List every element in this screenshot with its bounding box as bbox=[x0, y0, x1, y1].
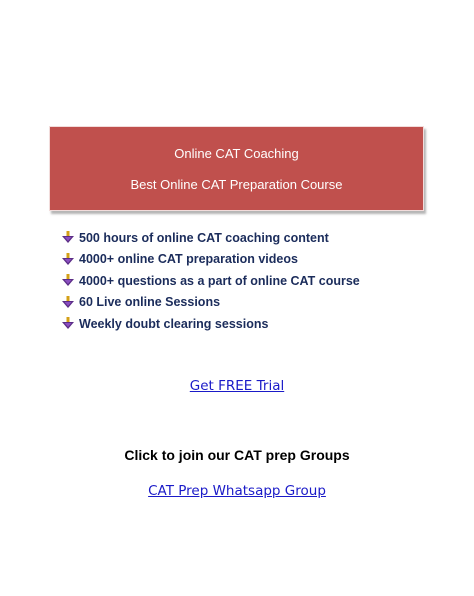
arrow-down-bullet-icon bbox=[62, 274, 74, 287]
list-item bbox=[62, 227, 360, 249]
feature-list bbox=[62, 227, 360, 335]
groups-heading: Click to join our CAT prep Groups bbox=[124, 447, 350, 463]
whatsapp-group-link[interactable]: CAT Prep Whatsapp Group bbox=[148, 483, 326, 499]
feature-text: 4000+ online CAT preparation videos bbox=[79, 252, 298, 267]
trial-link-container bbox=[0, 377, 474, 395]
course-banner bbox=[49, 126, 424, 211]
feature-text: 500 hours of online CAT coaching content bbox=[79, 230, 329, 245]
arrow-down-bullet-icon bbox=[62, 296, 74, 309]
banner-title: Online CAT Coaching bbox=[174, 146, 299, 161]
whatsapp-link-container bbox=[0, 482, 474, 500]
feature-text: 60 Live online Sessions bbox=[79, 295, 221, 310]
feature-text: Weekly doubt clearing sessions bbox=[79, 316, 269, 331]
list-item bbox=[62, 270, 360, 292]
arrow-down-bullet-icon bbox=[62, 253, 74, 266]
list-item bbox=[62, 313, 360, 335]
list-item bbox=[62, 249, 360, 271]
free-trial-link[interactable]: Get FREE Trial bbox=[189, 378, 285, 394]
arrow-down-bullet-icon bbox=[62, 317, 74, 330]
arrow-down-bullet-icon bbox=[62, 231, 74, 244]
list-item bbox=[62, 292, 360, 314]
feature-text: 4000+ questions as a part of online CAT course bbox=[79, 273, 360, 288]
banner-subtitle: Best Online CAT Preparation Course bbox=[130, 177, 343, 192]
